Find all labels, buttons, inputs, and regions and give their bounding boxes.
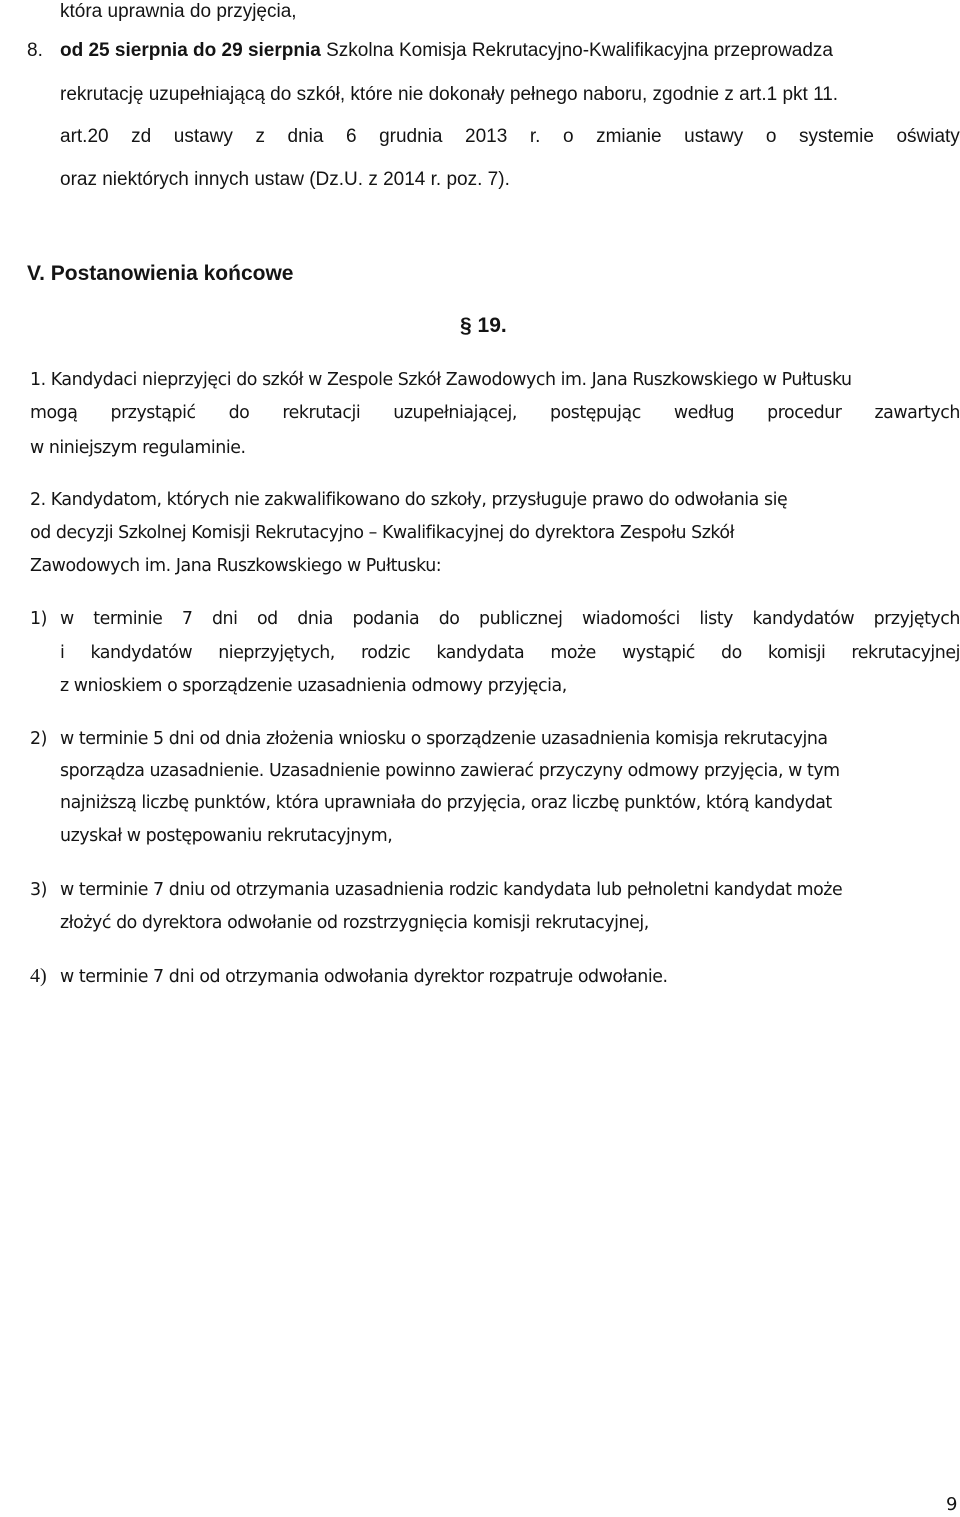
word: ustawy [684,126,744,147]
sub1-line3: z wnioskiem o sporządzenie uzasadnienia odmowy przyjęcia, [60,676,567,696]
word: przyjętych [873,609,960,629]
sub1-line2 [60,641,960,665]
word: systemie [798,126,874,147]
word: komisji [767,643,826,663]
word: według [673,403,735,423]
word: w [60,609,74,629]
section-heading: V. Postanowienia końcowe [27,262,294,285]
point2-line1: 2. Kandydatom, których nie zakwalifikowano do szkoły, przysługuje prawo do odwołania się [30,490,788,510]
word: 7 [181,609,193,629]
item8-line2: rekrutację uzupełniającą do szkół, które nie dokonały pełnego naboru, zgodnie z art.1 pkt 11. [60,84,839,105]
word: publicznej [478,609,563,629]
sub2-line4: uzyskał w postępowaniu rekrutacyjnym, [60,826,393,846]
sub2-number: 2) [30,729,47,749]
word: terminie [93,609,163,629]
word: rekrutacyjnej [851,643,960,663]
word: o [562,126,574,147]
item8-line3 [60,125,960,149]
word: zawartych [874,403,960,423]
word: od [256,609,278,629]
word: do [438,609,460,629]
word: podania [352,609,420,629]
word: o [765,126,777,147]
word: listy [699,609,733,629]
sub3-line1: w terminie 7 dniu od otrzymania uzasadnienia rodzic kandydata lub pełnoletni kandydat może [60,880,843,900]
word: dni [211,609,238,629]
word: nieprzyjętych, [218,643,335,663]
sub4-line1: w terminie 7 dni od otrzymania odwołania dyrektor rozpatruje odwołanie. [60,967,668,987]
point1-line3: w niniejszym regulaminie. [30,438,246,458]
word: wiadomości [581,609,680,629]
word: przystąpić [110,403,196,423]
word: dnia [297,609,333,629]
point1-line1: 1. Kandydaci nieprzyjęci do szkół w Zespole Szkół Zawodowych im. Jana Ruszkowskiego w Pułtusku [30,370,852,390]
item8-line1 [60,39,833,63]
word: wystąpić [622,643,695,663]
word: grudnia [379,126,443,147]
item8-line1-rest: Szkolna Komisja Rekrutacyjno-Kwalifikacyjna przeprowadza [326,40,833,61]
word: kandydata [436,643,525,663]
word: ustawy [173,126,233,147]
word: 6 [345,126,357,147]
word: do [721,643,742,663]
sub2-line3: najniższą liczbę punktów, która uprawniała do przyjęcia, oraz liczbę punktów, którą kandydat [60,793,832,813]
word: zd [131,126,152,147]
sub4-number: 4) [30,965,47,987]
word: kandydatów [90,643,193,663]
sub3-number: 3) [30,880,47,900]
word: zmianie [596,126,662,147]
word: do [228,403,250,423]
word: oświaty [896,126,960,147]
sub1-line1 [60,607,960,631]
paragraph-label: § 19. [460,314,507,337]
word: 2013 [465,126,508,147]
sub2-line1: w terminie 5 dni od dnia złożenia wniosku o sporządzenie uzasadnienia komisja rekrutacyjna [60,729,828,749]
word: z [255,126,265,147]
word: dnia [287,126,324,147]
word: art.20 [60,126,109,147]
item8-date-range: od 25 sierpnia do 29 sierpnia [60,40,321,61]
page-number: 9 [946,1494,958,1515]
word: rekrutacji [282,403,361,423]
word: procedur [767,403,842,423]
word: uzupełniającej, [393,403,517,423]
top-fragment: która uprawnia do przyjęcia, [60,1,297,22]
sub2-line2: sporządza uzasadnienie. Uzasadnienie powinno zawierać przyczyny odmowy przyjęcia, w tym [60,761,840,781]
word: może [550,643,596,663]
word: kandydatów [752,609,855,629]
item8-number: 8. [27,40,43,61]
point2-line3: Zawodowych im. Jana Ruszkowskiego w Pułtusku: [30,556,442,576]
point1-line2 [30,401,960,425]
item8-line4: oraz niektórych innych ustaw (Dz.U. z 2014 r. poz. 7). [60,169,510,190]
word: r. [529,126,541,147]
word: postępując [550,403,641,423]
word: mogą [30,403,78,423]
sub3-line2: złożyć do dyrektora odwołanie od rozstrzygnięcia komisji rekrutacyjnej, [60,913,649,933]
sub1-number: 1) [30,609,47,629]
word: rodzic [360,643,411,663]
point2-line2: od decyzji Szkolnej Komisji Rekrutacyjno – Kwalifikacyjnej do dyrektora Zespołu Szkół [30,523,735,543]
word: i [60,643,65,663]
